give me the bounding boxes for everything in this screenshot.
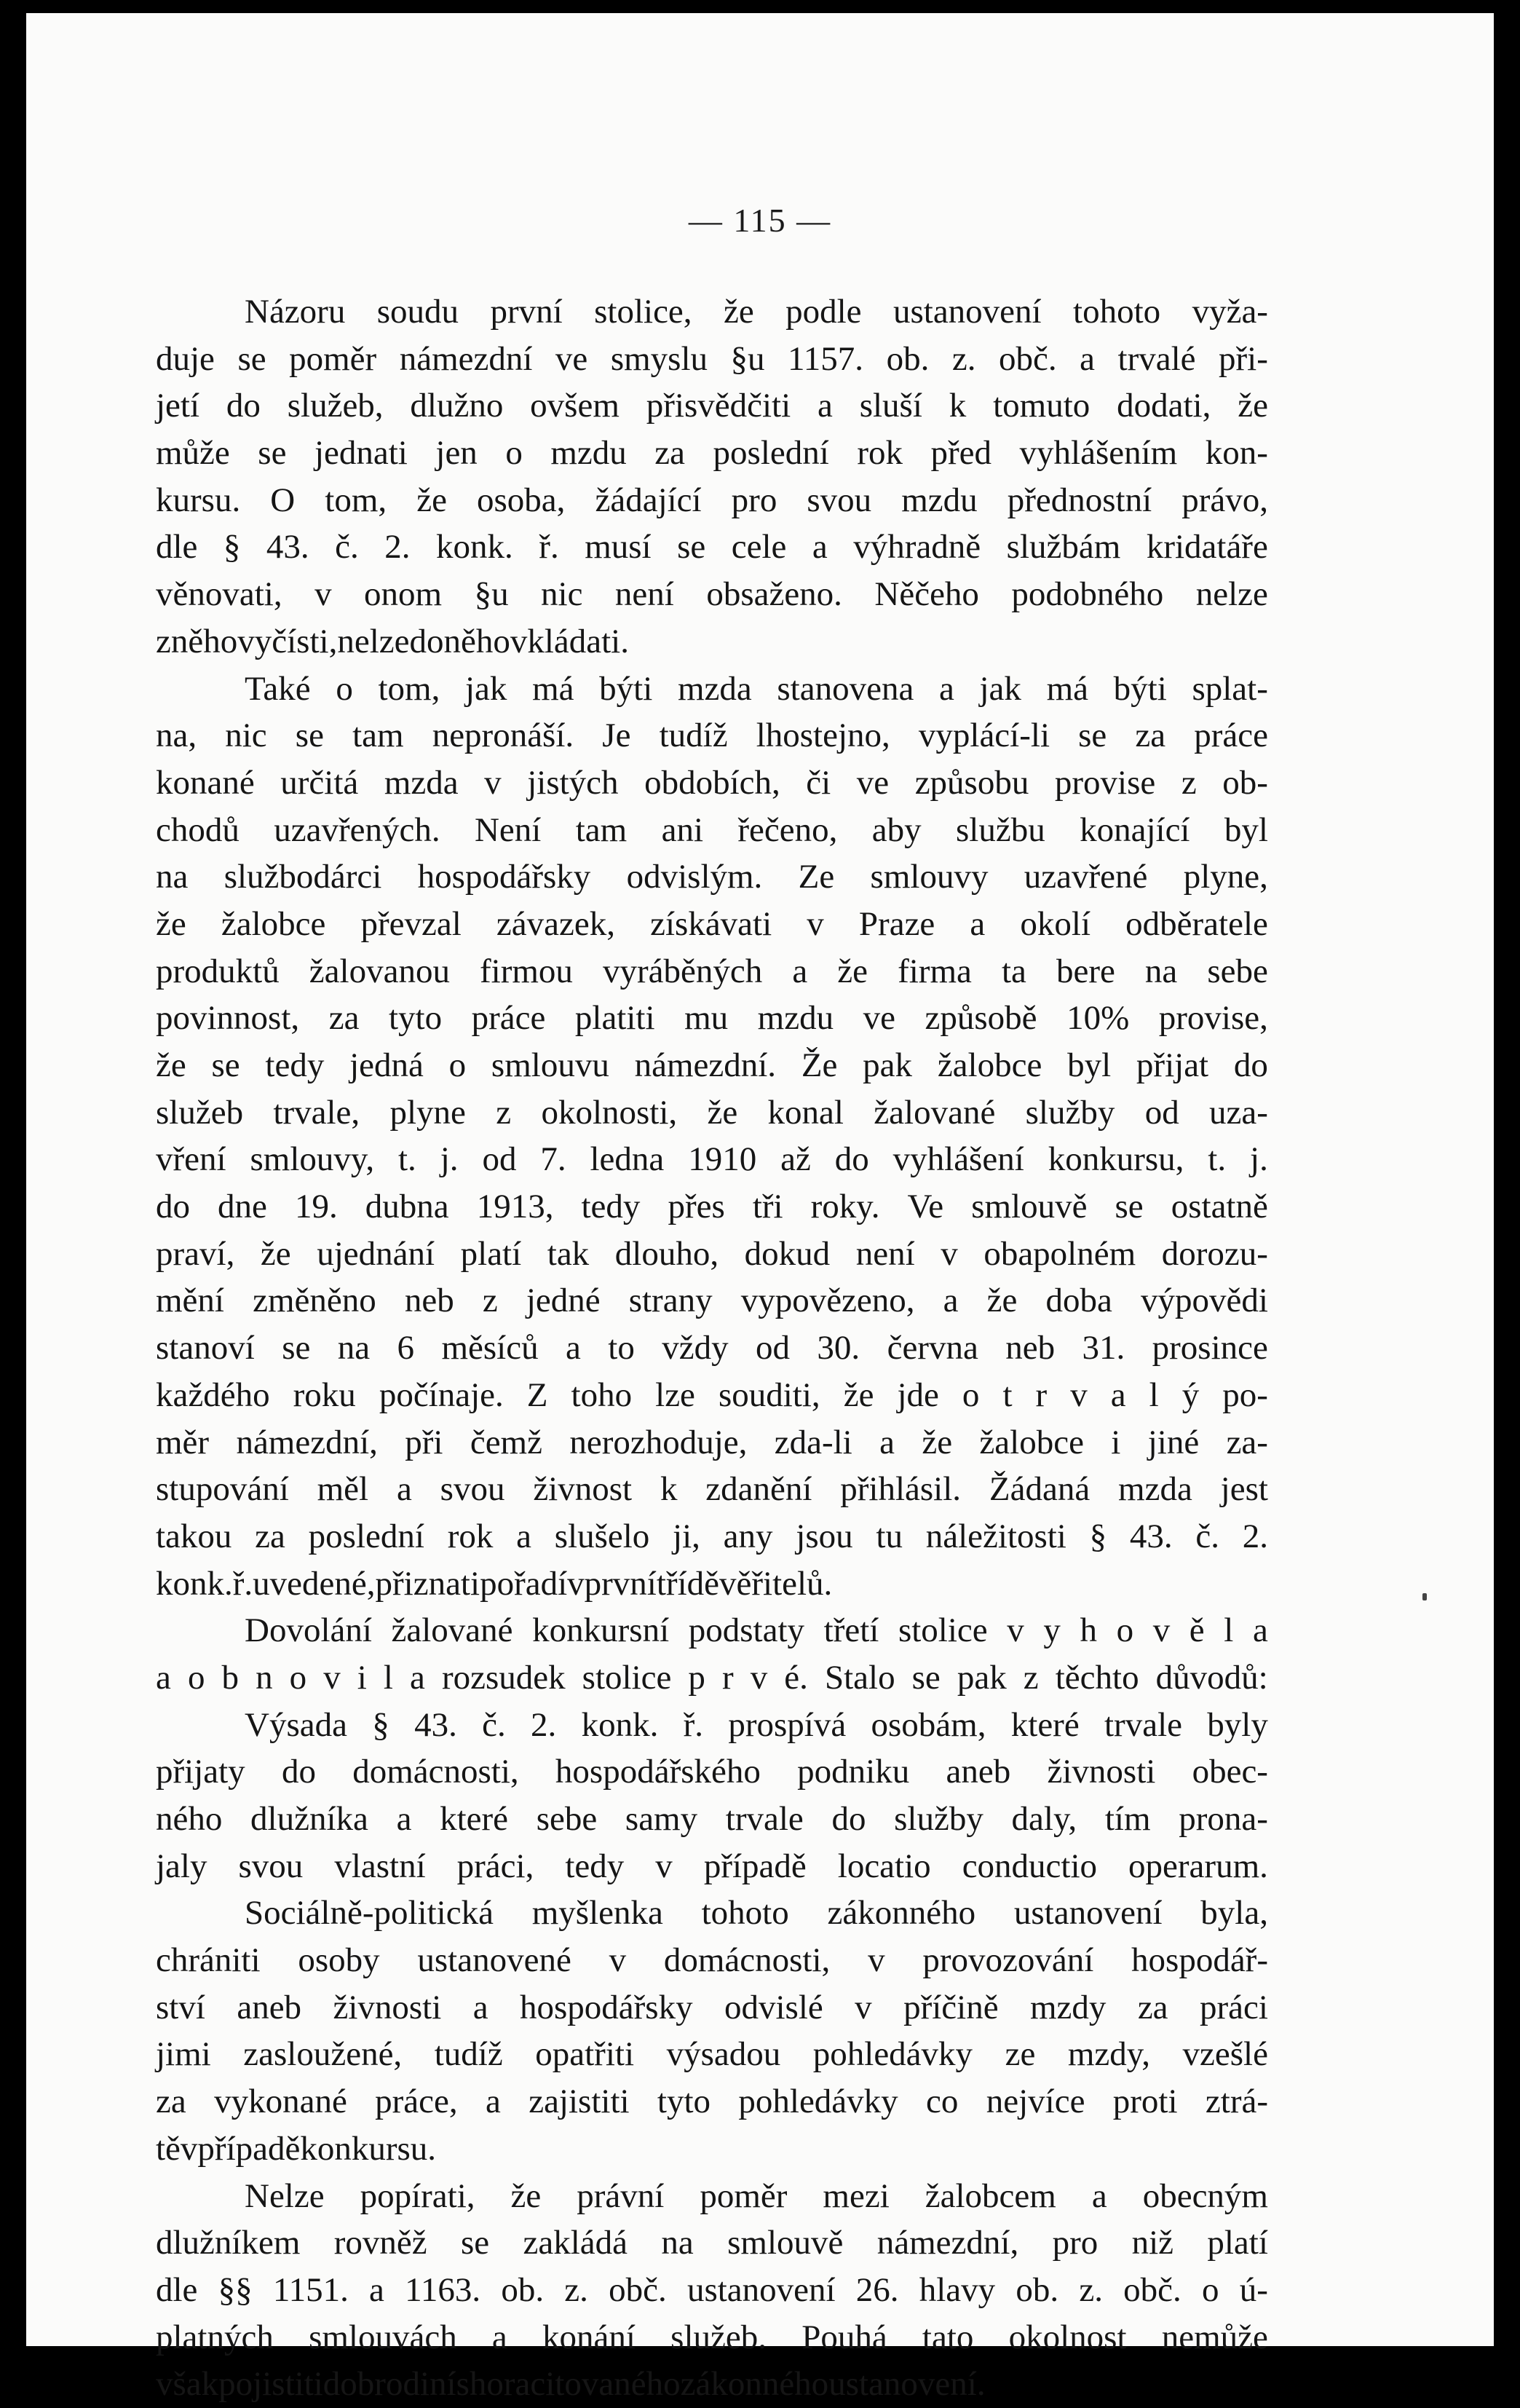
text-line: kursu. O tom, že osoba, žádající pro svou mzdu přednostní právo, xyxy=(156,481,1268,519)
text-line: konané určitá mzda v jistých obdobích, či ve způsobu provise z ob- xyxy=(156,763,1268,802)
text-line: Také o tom, jak má býti mzda stanovena a jak má býti splat- xyxy=(245,669,1268,708)
body-text xyxy=(156,288,1268,2408)
text-line: produktů žalovanou firmou vyráběných a že firma ta bere na sebe xyxy=(156,952,1268,990)
text-line: dle §§ 1151. a 1163. ob. z. obč. ustanovení 26. hlavy ob. z. obč. o ú- xyxy=(156,2270,1268,2309)
text-line: dlužníkem rovněž se zakládá na smlouvě námezdní, pro niž platí xyxy=(156,2224,1268,2262)
text-line: služeb trvale, plyne z okolnosti, že konal žalované služby od uza- xyxy=(156,1093,1268,1132)
text-line: ství aneb živnosti a hospodářsky odvislé v příčině mzdy za práci xyxy=(156,1988,1268,2026)
margin-mark xyxy=(1422,1593,1427,1600)
text-line: že žalobce převzal závazek, získávati v Praze a okolí odběratele xyxy=(156,904,1268,943)
text-line: chodů uzavřených. Není tam ani řečeno, aby službu konající byl xyxy=(156,810,1268,849)
text-line: vření smlouvy, t. j. od 7. ledna 1910 až do vyhlášení konkursu, t. j. xyxy=(156,1140,1268,1179)
text-line: jaly svou vlastní práci, tedy v případě locatio conductio operarum. xyxy=(156,1847,1268,1885)
text-line: Dovolání žalované konkursní podstaty třetí stolice v y h o v ě l a xyxy=(245,1611,1268,1650)
text-line: konk. ř. uvedené, přiznati pořadí v první třídě věřitelů. xyxy=(156,1564,833,1603)
text-line: Názoru soudu první stolice, že podle ustanovení tohoto vyža- xyxy=(245,293,1268,331)
page-sheet xyxy=(26,13,1494,2404)
text-line: mění změněno neb z jedné strany vypovězeno, a že doba výpovědi xyxy=(156,1282,1268,1320)
text-line: na službodárci hospodářsky odvislým. Ze smlouvy uzavřené plyne, xyxy=(156,858,1268,896)
text-line: Sociálně-politická myšlenka tohoto zákonného ustanovení byla, xyxy=(245,1894,1268,1933)
text-line: stupování měl a svou živnost k zdanění přihlásil. Žádaná mzda jest xyxy=(156,1470,1268,1509)
text-line: stanoví se na 6 měsíců a to vždy od 30. června neb 31. prosince xyxy=(156,1329,1268,1367)
text-line: však pojistiti dobrodiní shora citovaného zákonného ustanovení. xyxy=(156,2365,986,2404)
text-line: z něho vyčísti, nelze do něho vkládati. xyxy=(156,622,629,660)
text-line: ného dlužníka a které sebe samy trvale do služby daly, tím prona- xyxy=(156,1800,1268,1838)
page-number: — 115 — xyxy=(688,202,832,239)
text-line: tě v případě konkursu. xyxy=(156,2129,437,2168)
text-line: jimi zasloužené, tudíž opatřiti výsadou pohledávky ze mzdy, vzešlé xyxy=(156,2035,1268,2074)
text-line: Výsada § 43. č. 2. konk. ř. prospívá osobám, které trvale byly xyxy=(245,1705,1268,1744)
text-line: může se jednati jen o mzdu za poslední rok před vyhlášením kon- xyxy=(156,434,1268,473)
text-line: jetí do služeb, dlužno ovšem přisvědčiti a sluší k tomuto dodati, že xyxy=(156,387,1268,425)
text-line: praví, že ujednání platí tak dlouho, dokud není v obapolném dorozu- xyxy=(156,1234,1268,1273)
text-line: na, nic se tam nepronáší. Je tudíž lhostejno, vyplácí-li se za práce xyxy=(156,717,1268,755)
text-line: platných smlouvách a konání služeb. Pouhá tato okolnost nemůže xyxy=(156,2318,1268,2356)
text-line: do dne 19. dubna 1913, tedy přes tři roky. Ve smlouvě se ostatně xyxy=(156,1188,1268,1226)
text-line: že se tedy jedná o smlouvu námezdní. Že pak žalobce byl přijat do xyxy=(156,1046,1268,1084)
text-line: duje se poměr námezdní ve smyslu §u 1157. ob. z. obč. a trvalé při- xyxy=(156,339,1268,378)
text-line: za vykonané práce, a zajistiti tyto pohledávky co nejvíce proti ztrá- xyxy=(156,2083,1268,2121)
text-line: dle § 43. č. 2. konk. ř. musí se cele a výhradně službám kridatáře xyxy=(156,528,1268,567)
text-line: takou za poslední rok a slušelo ji, any jsou tu náležitosti § 43. č. 2. xyxy=(156,1517,1268,1555)
text-line: povinnost, za tyto práce platiti mu mzdu ve způsobě 10% provise, xyxy=(156,999,1268,1038)
text-line: chrániti osoby ustanovené v domácnosti, v provozování hospodář- xyxy=(156,1941,1268,1980)
text-line: Nelze popírati, že právní poměr mezi žalobcem a obecným xyxy=(245,2176,1268,2215)
text-line: přijaty do domácnosti, hospodářského podniku aneb živnosti obec- xyxy=(156,1753,1268,1791)
text-line: a o b n o v i l a rozsudek stolice p r v é. Stalo se pak z těchto důvodů: xyxy=(156,1658,1268,1697)
text-line: každého roku počínaje. Z toho lze souditi, že jde o t r v a l ý po- xyxy=(156,1375,1268,1414)
text-line: měr námezdní, při čemž nerozhoduje, zda-li a že žalobce i jiné za- xyxy=(156,1423,1268,1461)
text-line: věnovati, v onom §u nic není obsaženo. Něčeho podobného nelze xyxy=(156,575,1268,614)
